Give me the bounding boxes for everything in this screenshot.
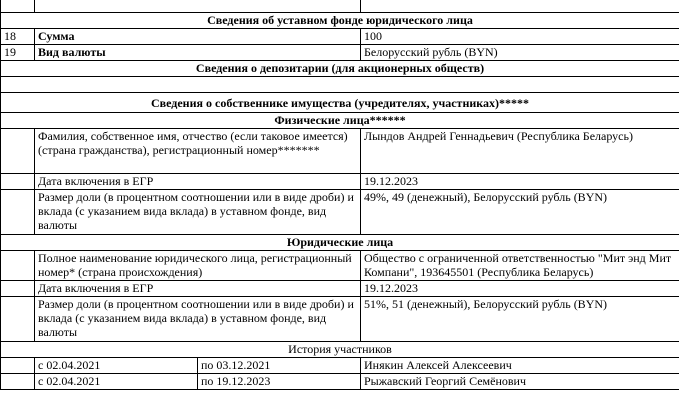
blank-cell [1, 358, 35, 374]
row-number: 18 [1, 29, 35, 45]
owners-heading-row [1, 93, 679, 113]
field-value: Лындов Андрей Геннадьевич (Республика Беларусь) [361, 129, 679, 174]
blank-cell [1, 190, 35, 235]
field-label: Дата включения в ЕГР [35, 174, 361, 190]
field-value: 19.12.2023 [361, 174, 679, 190]
field-value: 100 [361, 29, 679, 45]
history-row [1, 358, 679, 374]
field-label: Размер доли (в процентном соотношении или в виде дроби) и вклада (с указанием вида вклада) в уставном фонде, вид валюты [35, 190, 361, 235]
blank-cell [1, 251, 35, 281]
history-name: Рыжавский Георгий Семёнович [361, 374, 679, 390]
field-label: Вид валюты [35, 45, 361, 61]
top-partial-cell [1, 0, 35, 13]
legal-entities-heading-row [1, 235, 679, 251]
history-heading-row [1, 342, 679, 358]
history-row [1, 374, 679, 390]
charter-fund-heading: Сведения об уставном фонде юридического лица [1, 13, 679, 29]
field-label: Фамилия, собственное имя, отчество (если таковое имеется) (страна гражданства), регистрационный номер******* [35, 129, 361, 174]
field-value: 51%, 51 (денежный), Белорусский рубль (BYN) [361, 297, 679, 342]
legal-entity-row [1, 251, 679, 281]
depository-heading-row [1, 61, 679, 77]
individual-row [1, 174, 679, 190]
history-to: по 03.12.2021 [198, 358, 361, 374]
legal-entity-row [1, 297, 679, 342]
blank-cell [1, 281, 35, 297]
top-partial-row [1, 0, 679, 13]
legal-entities-heading: Юридические лица [1, 235, 679, 251]
charter-fund-row [1, 45, 679, 61]
row-number: 19 [1, 45, 35, 61]
field-label: Дата включения в ЕГР [35, 281, 361, 297]
history-name: Инякин Алексей Алексеевич [361, 358, 679, 374]
charter-fund-heading-row [1, 13, 679, 29]
owners-heading: Сведения о собственнике имущества (учредителях, участниках)***** [1, 93, 679, 113]
charter-fund-row [1, 29, 679, 45]
individuals-heading: Физические лица****** [1, 113, 679, 129]
blank-cell [1, 129, 35, 174]
blank-cell [1, 297, 35, 342]
field-label: Сумма [35, 29, 361, 45]
depository-heading: Сведения о депозитарии (для акционерных обществ) [1, 61, 679, 77]
blank-cell [1, 374, 35, 390]
field-value: Белорусский рубль (BYN) [361, 45, 679, 61]
history-from: с 02.04.2021 [35, 374, 198, 390]
field-value: Общество с ограниченной ответственностью "Мит энд Мит Компани", 193645501 (Республика Беларусь) [361, 251, 679, 281]
empty-cell [1, 77, 679, 93]
legal-entity-row [1, 281, 679, 297]
empty-row [1, 77, 679, 93]
individual-row [1, 190, 679, 235]
blank-cell [1, 174, 35, 190]
history-to: по 19.12.2023 [198, 374, 361, 390]
history-heading: История участников [1, 342, 679, 358]
top-partial-cell [35, 0, 361, 13]
field-value: 19.12.2023 [361, 281, 679, 297]
top-partial-cell [361, 0, 679, 13]
individual-row [1, 129, 679, 174]
field-label: Полное наименование юридического лица, регистрационный номер* (страна происхождения) [35, 251, 361, 281]
field-label: Размер доли (в процентном соотношении или в виде дроби) и вклада (с указанием вида вклада) в уставном фонде, вид валюты [35, 297, 361, 342]
history-from: с 02.04.2021 [35, 358, 198, 374]
field-value: 49%, 49 (денежный), Белорусский рубль (BYN) [361, 190, 679, 235]
individuals-heading-row [1, 113, 679, 129]
